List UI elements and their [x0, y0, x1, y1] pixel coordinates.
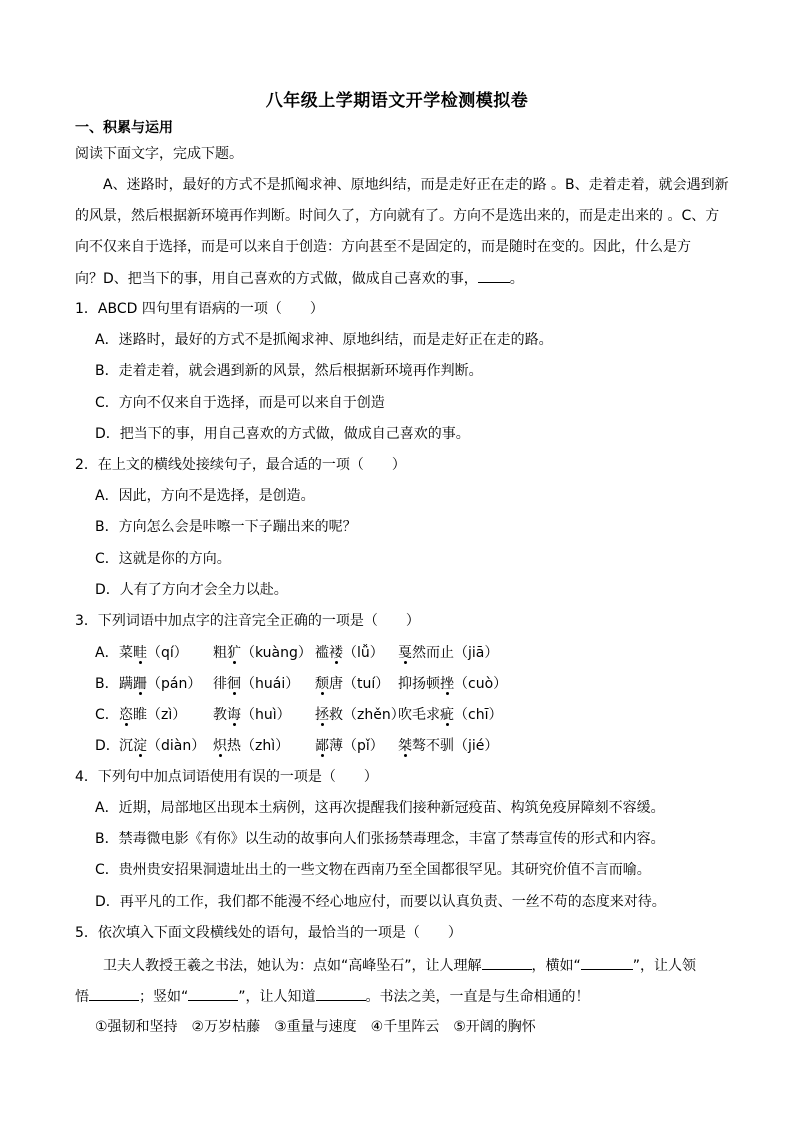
question-4-option-b[interactable]: B．禁毒微电影《有你》以生动的故事向人们张扬禁毒理念，丰富了禁毒宣传的形式和内容。 — [95, 831, 665, 847]
answer-blank[interactable] — [478, 268, 510, 283]
question-2-option-a[interactable]: A．因此，方向不是选择，是创造。 — [95, 488, 315, 504]
question-4-stem: 4．下列句中加点词语使用有误的一项是（ ） — [75, 769, 378, 785]
question-4-option-a[interactable]: A．近期，局部地区出现本土病例，这再次提醒我们接种新冠疫苗、构筑免疫屏障刻不容缓。 — [95, 800, 665, 816]
passage-line-4 — [75, 268, 524, 289]
passage-line-4-text: 向？D、把当下的事，用自己喜欢的方式做，做成自己喜欢的事， — [75, 271, 478, 287]
fill-blank-4[interactable] — [188, 986, 238, 1001]
word-3: 拯救（zhěn） — [315, 707, 405, 723]
question-5-paragraph-line-1 — [103, 955, 696, 976]
question-3-stem: 3．下列词语中加点字的注音完全正确的一项是（ ） — [75, 613, 420, 629]
word-1: 菜畦（qí） — [119, 645, 188, 661]
question-2-option-d[interactable]: D．人有了方向才会全力以赴。 — [95, 582, 288, 598]
question-5-stem: 5．依次填入下面文段横线处的语句，最恰当的一项是（ ） — [75, 925, 462, 941]
word-4: 吹毛求疵（chī） — [398, 707, 503, 723]
fill-blank-3[interactable] — [89, 986, 139, 1001]
paragraph-text: 卫夫人教授王羲之书法，她认为：点如“高峰坠石”，让人理解 — [103, 958, 482, 974]
passage-line-4-end: 。 — [509, 271, 524, 287]
word-2: 粗犷（kuàng） — [213, 645, 312, 661]
paragraph-text: ”，让人领 — [632, 958, 697, 974]
page-title: 八年级上学期语文开学检测模拟卷 — [265, 91, 529, 111]
instruction-text: 阅读下面文字，完成下题。 — [75, 146, 243, 162]
paragraph-text: 悟 — [75, 989, 89, 1005]
question-1-option-a[interactable]: A．迷路时，最好的方式不是抓阄求神、原地纠结，而是走好正在走的路。 — [95, 332, 553, 348]
fill-blank-2[interactable] — [581, 955, 633, 970]
word-3: 颓唐（tuí） — [315, 676, 390, 692]
question-2-option-c[interactable]: C．这就是你的方向。 — [95, 551, 231, 567]
question-4-option-d[interactable]: D．再平凡的工作，我们都不能漫不经心地应付，而要以认真负责、一丝不苟的态度来对待。 — [95, 894, 666, 910]
question-1-option-c[interactable]: C．方向不仅来自于选择，而是可以来自于创造 — [95, 395, 385, 411]
word-4: 戛然而止（jiā） — [398, 645, 499, 661]
option-label: B． — [95, 676, 119, 692]
paragraph-text: ，横如“ — [531, 958, 581, 974]
word-2: 徘徊（huái） — [213, 676, 300, 692]
question-5-options[interactable]: ①强韧和坚持 ②万岁枯藤 ③重量与速度 ④千里阵云 ⑤开阔的胸怀 — [95, 1019, 536, 1035]
word-3: 褴褛（lǚ） — [315, 645, 384, 661]
question-3-option-d[interactable] — [95, 736, 499, 756]
fill-blank-1[interactable] — [482, 955, 532, 970]
word-4: 抑扬顿挫（cuò） — [398, 676, 508, 692]
paragraph-text: ；竖如“ — [139, 989, 189, 1005]
section-heading: 一、积累与运用 — [75, 120, 173, 136]
word-2: 教诲（huì） — [213, 707, 291, 723]
question-2-option-b[interactable]: B．方向怎么会是咔嚓一下子蹦出来的呢？ — [95, 519, 357, 535]
passage-line-1: A、迷路时，最好的方式不是抓阄求神、原地纠结，而是走好正在走的路 。B、走着走着，就会遇到新 — [103, 177, 729, 193]
option-label: D． — [95, 738, 120, 754]
question-1-stem: 1．ABCD 四句里有语病的一项（ ） — [75, 301, 324, 317]
question-4-option-c[interactable]: C．贵州贵安招果洞遗址出土的一些文物在西南乃至全国都很罕见。其研究价值不言而喻。 — [95, 862, 651, 878]
paragraph-text: ”，让人知道 — [238, 989, 316, 1005]
question-3-option-a[interactable] — [95, 643, 499, 663]
passage-line-2: 的风景，然后根据新环境再作判断。时间久了，方向就有了。方向不是选出来的，而是走出来的 。C、方 — [75, 208, 720, 224]
question-2-stem: 2．在上文的横线处接续句子，最合适的一项（ ） — [75, 457, 406, 473]
paragraph-text: 。书法之美，一直是与生命相通的！ — [365, 989, 590, 1005]
word-2: 炽热（zhì） — [213, 738, 290, 754]
word-3: 鄙薄（pǐ） — [315, 738, 384, 754]
word-1: 蹒跚（pán） — [119, 676, 202, 692]
question-1-option-d[interactable]: D．把当下的事，用自己喜欢的方式做，做成自己喜欢的事。 — [95, 426, 470, 442]
passage-line-3: 向不仅来自于选择，而是可以来自于创造：方向甚至不是固定的，而是随时在变的。因此，什么是方 — [75, 239, 691, 255]
word-1: 恣睢（zì） — [119, 707, 187, 723]
option-label: C． — [95, 707, 119, 723]
question-3-option-c[interactable] — [95, 705, 503, 725]
question-5-paragraph-line-2 — [75, 986, 590, 1007]
word-4: 桀骜不驯（jié） — [398, 738, 499, 754]
option-label: A． — [95, 645, 119, 661]
word-1: 沉淀（diàn） — [119, 738, 206, 754]
question-3-option-b[interactable] — [95, 674, 508, 694]
question-1-option-b[interactable]: B．走着走着，就会遇到新的风景，然后根据新环境再作判断。 — [95, 363, 483, 379]
fill-blank-5[interactable] — [316, 986, 366, 1001]
